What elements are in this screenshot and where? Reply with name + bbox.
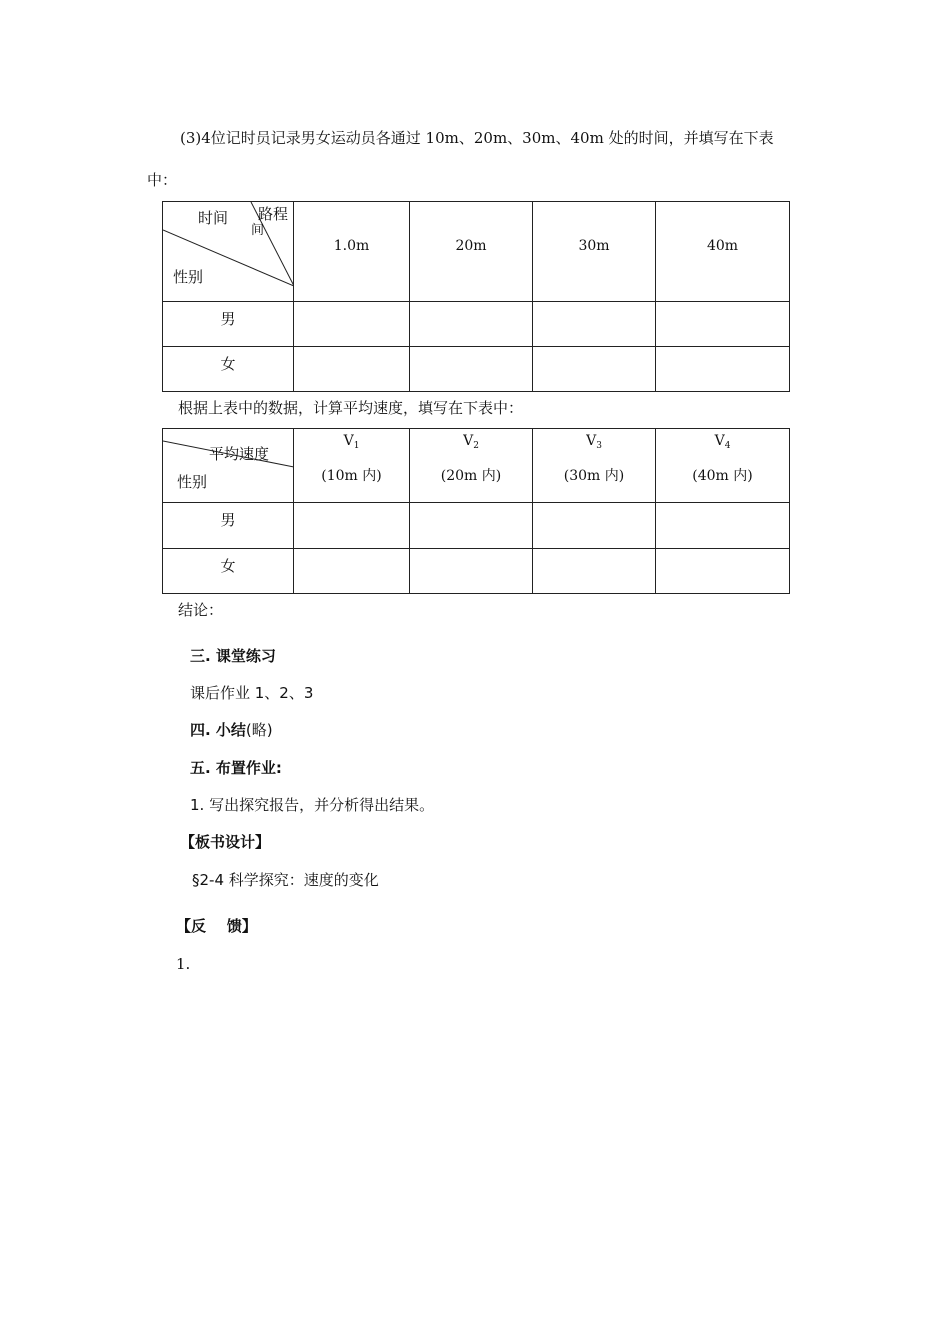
section-5-title: 五. 布置作业: [190,759,282,777]
corner-header-cell [163,429,294,503]
table-cell[interactable] [533,549,656,594]
column-header-20m: 20m [410,202,533,302]
table-cell[interactable] [294,347,410,392]
column-header-v2: $V_2$ (20m 内) [410,429,533,503]
table-cell[interactable] [656,347,790,392]
table-header-row [163,429,790,503]
section-3-body: 课后作业 1、2、3 [190,684,314,702]
table-cell[interactable] [656,503,790,549]
column-header-40m: 40m [656,202,790,302]
feedback-item: 1. [176,955,191,973]
column-header-30m: 30m [533,202,656,302]
table-header-row [163,202,790,302]
table-row [163,549,790,594]
section-4-title: 四. 小结 [190,721,246,739]
row-label-male: 男 [163,503,294,549]
section-3-title: 三. 课堂练习 [190,647,276,665]
board-design-item: §2-4 科学探究：速度的变化 [192,871,379,889]
average-speed-table [162,428,790,594]
corner-label-distance: 路程 [258,205,289,223]
table-cell[interactable] [410,503,533,549]
section-4-note: (略) [245,721,273,739]
row-label-male: 男 [163,302,294,347]
board-design-title: 【板书设计】 [180,833,271,851]
feedback-title: 【反 馈】 [176,917,257,935]
between-text: 根据上表中的数据，计算平均速度，填写在下表中： [178,399,524,417]
table-row [163,347,790,392]
column-header-v1: $V_1$ (10m 内) [294,429,410,503]
table-cell[interactable] [533,302,656,347]
corner-label-gender: 性别 [177,473,208,491]
column-header-v3: $V_3$ (30m 内) [533,429,656,503]
corner-label-jian: 间 [251,223,265,238]
table-cell[interactable] [294,302,410,347]
table-cell[interactable] [656,549,790,594]
conclusion-label: 结论： [178,601,224,619]
table-cell[interactable] [410,347,533,392]
column-header-v4: $V_4$ (40m 内) [656,429,790,503]
table-row [163,503,790,549]
table-cell[interactable] [294,503,410,549]
row-label-female: 女 [163,549,294,594]
corner-label-gender: 性别 [173,268,204,286]
section-4-line [190,719,273,740]
corner-label-speed: 平均速度 [209,445,270,463]
intro-line-2: 中： [147,171,178,189]
time-record-table [162,201,790,392]
table-cell[interactable] [533,503,656,549]
intro-line-1: (3)4位记时员记录男女运动员各通过 10m、20m、30m、40m 处的时间，并填写在下表 [180,129,774,147]
column-header-10m: 1.0m [294,202,410,302]
table-cell[interactable] [410,549,533,594]
corner-label-time: 时间 [198,209,229,227]
row-label-female: 女 [163,347,294,392]
table-cell[interactable] [656,302,790,347]
section-5-item: 1. 写出探究报告，并分析得出结果。 [190,796,435,814]
table-cell[interactable] [294,549,410,594]
table-cell[interactable] [533,347,656,392]
table-cell[interactable] [410,302,533,347]
table-row [163,302,790,347]
corner-header-cell [163,202,294,302]
